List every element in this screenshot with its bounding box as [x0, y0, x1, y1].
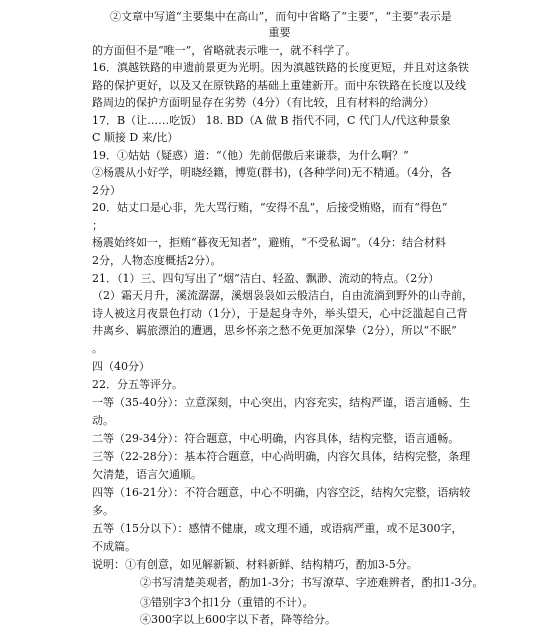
- paragraph-line: ②文章中写道“主要集中在高山”，而句中省略了“主要”，“主要”表示是: [110, 10, 452, 23]
- text-line-13: ；: [92, 219, 103, 232]
- text-line-8: C 顺接 D 来/比）: [92, 131, 179, 144]
- note-line: 说明：①有创意，如见解新颖、材料新鲜、结构精巧，酌加3-5分。: [92, 558, 418, 571]
- text-line-20: 。: [92, 342, 103, 355]
- text-line-28: 四等（16-21分）：不符合题意，中心不明确，内容空泛，结构欠完整，语病较: [92, 486, 471, 499]
- text-line-25: 二等（29-34分）：符合题意，中心明确，内容具体，结构完整，语言通畅。: [92, 432, 460, 445]
- text-line-9: 19．①姑姑（疑惑）道：“（他）先前倨傲后来谦恭，为什么啊？”: [92, 149, 409, 162]
- text-line-17: （2）霜天月升，溪流潺潺，溪烟袅袅如云般洁白，自由流淌到野外的山寺前，: [92, 289, 473, 302]
- text-line-12: 20．姑丈口是心非，先大骂行贿，“安得不乱”，后接受贿赂，而有“得色”: [92, 201, 448, 214]
- text-line-29: 多。: [92, 504, 114, 517]
- text-line-23: 一等（35-40分）：立意深刻，中心突出，内容充实，结构严谨，语言通畅、生: [92, 396, 471, 409]
- text-line-19: 井离乡、羁旅漂泊的遭遇，思乡怀亲之愁不免更加深挚（2分），所以“不眠”: [92, 324, 457, 337]
- text-line-14: 杨震始终如一，拒贿“暮夜无知者”，避贿，“不受私谒”。（4分：结合材料: [92, 236, 446, 249]
- text-line-4: 16．滇越铁路的申遗前景更为光明。因为滇越铁路的长度更短，并且对这条铁: [92, 61, 469, 74]
- text-line-18: 诗人被这月夜景色打动（1分），于是起身寺外，举头望天，心中泛滥起自己背: [92, 307, 468, 320]
- centered-word-line: 重要: [268, 26, 291, 39]
- text-line-26: 三等（22-28分）：基本符合题意，中心尚明确，内容欠具体，结构完整，条理: [92, 450, 471, 463]
- text-line-34: ③错别字3个扣1分（重错的不计）。: [140, 596, 314, 609]
- text-line-5: 路的保护更好，以及又在原铁路的基础上重建新开。而中东铁路在长度以及线: [92, 79, 466, 92]
- section-heading-4: 四（40分）: [92, 360, 150, 373]
- text-line-15: 2分，人物态度概括2分）。: [92, 254, 222, 267]
- text-line-35: ④300字以上600字以下者，降等给分。: [140, 613, 336, 626]
- text-line-10: ②杨震从小好学，明晓经籍，博览(群书)，(各种学问)无不精通。（4分，各: [92, 166, 452, 179]
- text-line-31: 不成篇。: [92, 540, 136, 553]
- text-line-3: 的方面但不是“唯一”，省略就表示唯一，就不科学了。: [92, 44, 357, 57]
- text-line-24: 动。: [92, 414, 114, 427]
- text-line-27: 欠清楚，语言欠通顺。: [92, 468, 202, 481]
- text-line-22: 22．分五等评分。: [92, 378, 183, 391]
- text-line-11: 2分）: [92, 184, 121, 197]
- text-line-16: 21．（1）三、四句写出了“烟”洁白、轻盈、飘渺、流动的特点。（2分）: [92, 272, 440, 285]
- text-line-30: 五等（15分以下）：感情不健康，或文理不通，或语病严重，或不足300字，: [92, 522, 463, 535]
- text-line-33: ②书写清楚美观者，酌加1-3分；书写潦草、字迹难辨者，酌扣1-3分。: [140, 576, 484, 589]
- text-line-6: 路周边的保护方面明显存在劣势（4分）（有比较，且有材料的给满分）: [92, 96, 435, 109]
- text-line-7: 17．B（让……吃饭） 18. BD（A 做 B 指代不同，C 代门人/代这种景象: [92, 114, 451, 127]
